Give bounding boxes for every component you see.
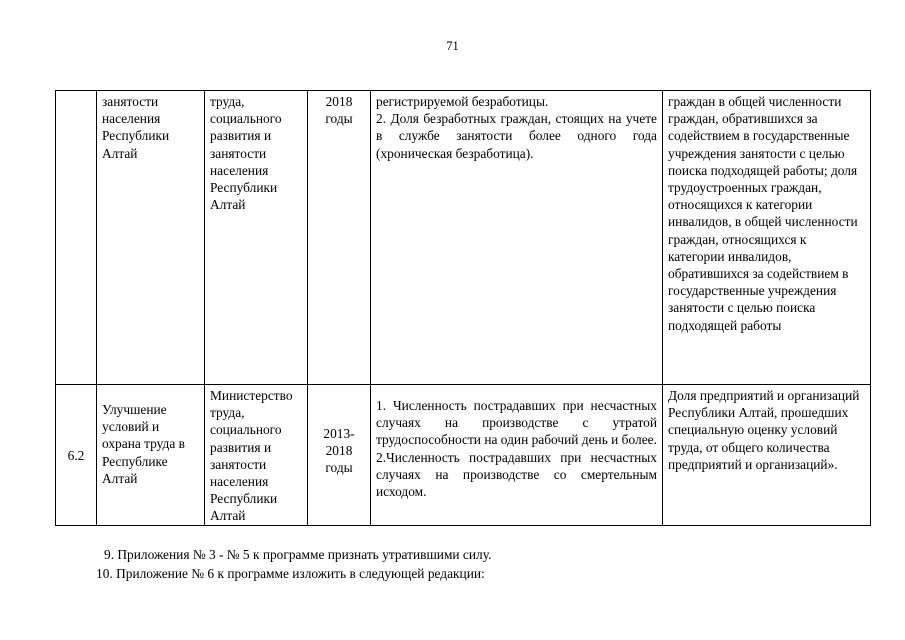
row-number-cell — [56, 385, 97, 526]
results-cell — [371, 385, 663, 526]
results-cell — [371, 91, 663, 385]
result-item-1: 1. Численность пострадавших при несчастных случаях на производстве с утратой трудоспособности на один рабочий день и более. — [376, 398, 657, 448]
row-number: 6.2 — [67, 448, 85, 464]
page-number: 71 — [446, 39, 459, 53]
indicators-text: Доля предприятий и организаций Республики Алтай, прошедших специальную оценку условий труда, от общего количества предприятий и организаций». — [668, 388, 860, 472]
period-cell — [308, 91, 371, 385]
program-table — [55, 90, 871, 526]
result-item-2: 2.Численность пострадавших при несчастных случаях на производстве со смертельным исходом. — [376, 449, 657, 500]
executor-cell — [205, 385, 308, 526]
indicators-cell — [663, 385, 871, 526]
indicators-text: граждан в общей численности граждан, обратившихся за содействием в государственные учреждения занятости с целью поиска подходящей работы; доля трудоустроенных граждан, относящихся к категории инвалидов, в общей численности граждан, относящихся к категории инвалидов, обратившихся за содействием в государственные учреждения занятости с целью поиска подходящей работы — [668, 94, 858, 333]
executor-cell — [205, 91, 308, 385]
task-cell — [97, 91, 205, 385]
executor-text: Министерство труда, социального развития и занятости населения Республики Алтай — [210, 388, 293, 524]
table-row — [56, 385, 871, 526]
task-cell — [97, 385, 205, 526]
result-item-1: регистрируемой безработицы. — [376, 94, 549, 109]
indicators-cell — [663, 91, 871, 385]
note-item-10: 10. Приложение № 6 к программе изложить в следующей редакции: — [96, 566, 485, 581]
table-row — [56, 91, 871, 385]
task-text: Улучшение условий и охрана труда в Республике Алтай — [102, 402, 185, 486]
result-item-2: 2. Доля безработных граждан, стоящих на учете в службе занятости более одного года (хроническая безработица). — [376, 111, 657, 161]
period-text: 2013-2018 годы — [323, 426, 355, 476]
task-text: занятости населения Республики Алтай — [102, 94, 170, 161]
note-item-9: 9. Приложения № 3 - № 5 к программе признать утратившими силу. — [104, 547, 492, 562]
row-number-cell — [56, 91, 97, 385]
period-text: 2018 годы — [325, 94, 353, 127]
executor-text: труда, социального развития и занятости населения Республики Алтай — [210, 94, 282, 213]
period-cell — [308, 385, 371, 526]
